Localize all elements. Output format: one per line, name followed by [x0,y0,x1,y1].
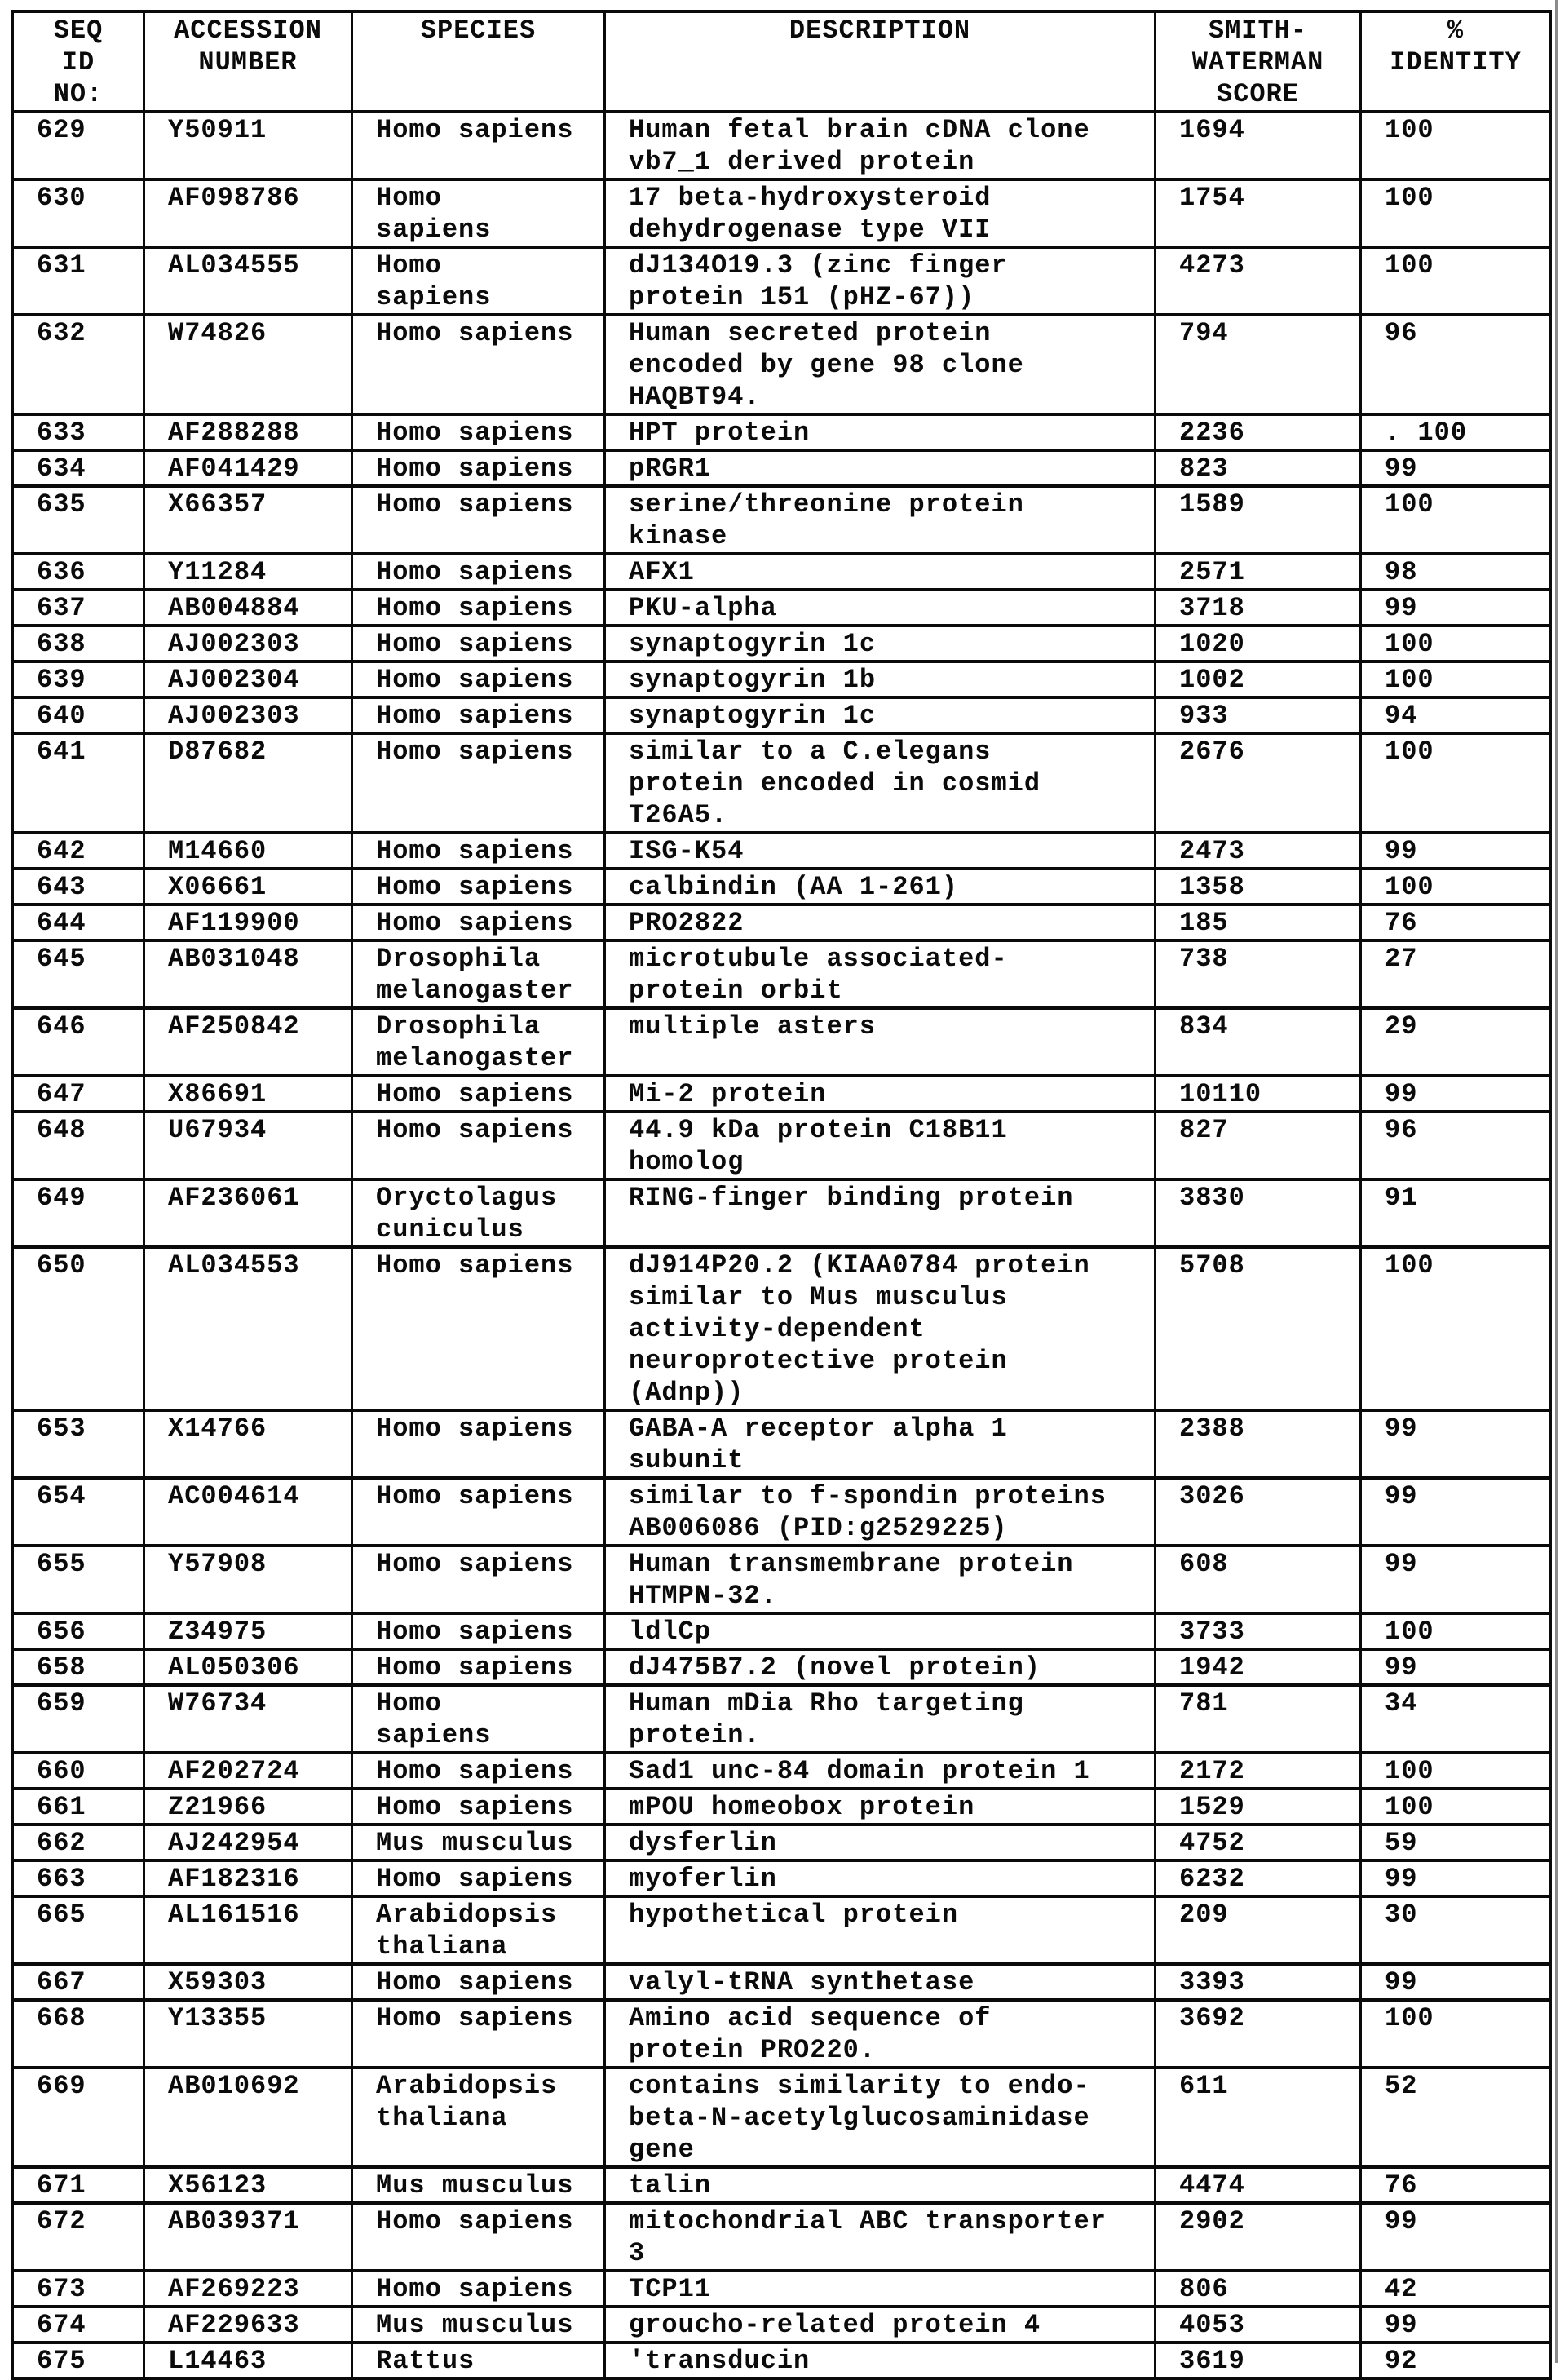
cell-smith-waterman-score: 3718 [1156,590,1361,626]
cell-smith-waterman-score: 834 [1156,1008,1361,1076]
cell-seq-id-no: 668 [13,2000,144,2068]
table-row [13,869,1551,905]
table-row [13,1613,1551,1649]
cell-description: ldlCp [605,1613,1156,1649]
cell-description: Human mDia Rho targeting protein. [605,1685,1156,1753]
cell-description: mitochondrial ABC transporter 3 [605,2203,1156,2271]
cell-smith-waterman-score: 5708 [1156,1247,1361,1410]
cell-seq-id-no: 632 [13,315,144,414]
cell-description: 44.9 kDa protein C18B11 homolog [605,1112,1156,1179]
cell-accession-number: Y13355 [144,2000,352,2068]
cell-description: Sad1 unc-84 domain protein 1 [605,1753,1156,1789]
cell-accession-number: AC004614 [144,1478,352,1546]
cell-smith-waterman-score: 4273 [1156,247,1361,315]
cell-smith-waterman-score: 3692 [1156,2000,1361,2068]
cell-accession-number: AB039371 [144,2203,352,2271]
cell-species: Homo sapiens [352,1789,605,1825]
cell-description: dysferlin [605,1825,1156,1860]
cell-percent-identity: 99 [1361,833,1551,869]
scanned-document-page [11,10,1549,2380]
table-row [13,2271,1551,2307]
cell-accession-number: AB004884 [144,590,352,626]
cell-accession-number: AB031048 [144,940,352,1008]
cell-species: Homo sapiens [352,1685,605,1753]
cell-smith-waterman-score: 209 [1156,1896,1361,1964]
cell-description: PRO2822 [605,905,1156,940]
cell-percent-identity: 100 [1361,486,1551,554]
cell-species: Homo sapiens [352,179,605,247]
table-row [13,112,1551,179]
cell-accession-number: AF288288 [144,414,352,450]
cell-description: GABA-A receptor alpha 1 subunit [605,1410,1156,1478]
cell-seq-id-no: 635 [13,486,144,554]
cell-percent-identity: 100 [1361,733,1551,833]
cell-species: Mus musculus [352,1825,605,1860]
cell-description: Human transmembrane protein HTMPN-32. [605,1546,1156,1613]
cell-species: Homo sapiens [352,1649,605,1685]
cell-seq-id-no: 658 [13,1649,144,1685]
cell-species: Rattus [352,2342,605,2378]
cell-description: TCP11 [605,2271,1156,2307]
cell-species: Drosophila melanogaster [352,940,605,1008]
cell-species: Homo sapiens [352,1410,605,1478]
cell-description: dJ475B7.2 (novel protein) [605,1649,1156,1685]
cell-species: Drosophila melanogaster [352,1008,605,1076]
cell-accession-number: W74826 [144,315,352,414]
cell-species: Homo sapiens [352,1112,605,1179]
table-row [13,414,1551,450]
cell-percent-identity: 99 [1361,1546,1551,1613]
table-row [13,1964,1551,2000]
cell-seq-id-no: 640 [13,697,144,733]
cell-smith-waterman-score: 1754 [1156,179,1361,247]
cell-accession-number: M14660 [144,833,352,869]
cell-seq-id-no: 674 [13,2307,144,2342]
cell-species: Oryctolagus cuniculus [352,1179,605,1247]
cell-smith-waterman-score: 2473 [1156,833,1361,869]
cell-percent-identity: 99 [1361,2203,1551,2271]
col-header-seq-id-no: SEQ ID NO: [13,11,144,112]
cell-smith-waterman-score: 1529 [1156,1789,1361,1825]
cell-percent-identity: 100 [1361,247,1551,315]
cell-species: Homo sapiens [352,112,605,179]
table-row [13,661,1551,697]
table-body [13,112,1551,2378]
sequence-alignment-table [11,10,1552,2380]
cell-accession-number: Y11284 [144,554,352,590]
cell-accession-number: AF236061 [144,1179,352,1247]
cell-smith-waterman-score: 4474 [1156,2167,1361,2203]
table-row [13,315,1551,414]
cell-seq-id-no: 629 [13,112,144,179]
cell-smith-waterman-score: 3393 [1156,1964,1361,2000]
cell-percent-identity: 42 [1361,2271,1551,2307]
table-row [13,2000,1551,2068]
cell-species: Mus musculus [352,2307,605,2342]
cell-description: Amino acid sequence of protein PRO220. [605,2000,1156,2068]
cell-smith-waterman-score: 2236 [1156,414,1361,450]
table-row [13,450,1551,486]
cell-species: Homo sapiens [352,697,605,733]
cell-description: RING-finger binding protein [605,1179,1156,1247]
table-row [13,1753,1551,1789]
cell-smith-waterman-score: 1358 [1156,869,1361,905]
cell-species: Homo sapiens [352,450,605,486]
cell-accession-number: AJ002303 [144,626,352,661]
cell-accession-number: AF250842 [144,1008,352,1076]
cell-accession-number: AJ242954 [144,1825,352,1860]
cell-percent-identity: 100 [1361,179,1551,247]
cell-accession-number: X06661 [144,869,352,905]
table-row [13,554,1551,590]
cell-seq-id-no: 641 [13,733,144,833]
cell-seq-id-no: 659 [13,1685,144,1753]
table-row [13,1649,1551,1685]
cell-percent-identity: 99 [1361,1860,1551,1896]
cell-seq-id-no: 656 [13,1613,144,1649]
col-header-percent-identity: % IDENTITY [1361,11,1551,112]
cell-species: Homo sapiens [352,1753,605,1789]
cell-species: Homo sapiens [352,1860,605,1896]
cell-accession-number: AB010692 [144,2068,352,2167]
cell-accession-number: AF041429 [144,450,352,486]
cell-accession-number: AF119900 [144,905,352,940]
cell-description: contains similarity to endo- beta-N-acetylglucosaminidase gene [605,2068,1156,2167]
table-row [13,1008,1551,1076]
cell-description: similar to f-spondin proteins AB006086 (PID:g2529225) [605,1478,1156,1546]
cell-percent-identity: 100 [1361,626,1551,661]
cell-species: Homo sapiens [352,1478,605,1546]
table-row [13,2167,1551,2203]
cell-seq-id-no: 653 [13,1410,144,1478]
cell-smith-waterman-score: 2902 [1156,2203,1361,2271]
cell-description: calbindin (AA 1-261) [605,869,1156,905]
cell-seq-id-no: 648 [13,1112,144,1179]
cell-species: Homo sapiens [352,905,605,940]
col-header-smith-waterman-score: SMITH- WATERMAN SCORE [1156,11,1361,112]
cell-accession-number: Y50911 [144,112,352,179]
cell-percent-identity: 99 [1361,2307,1551,2342]
cell-smith-waterman-score: 611 [1156,2068,1361,2167]
cell-species: Homo sapiens [352,486,605,554]
cell-smith-waterman-score: 2571 [1156,554,1361,590]
cell-seq-id-no: 663 [13,1860,144,1896]
cell-percent-identity: 52 [1361,2068,1551,2167]
cell-seq-id-no: 634 [13,450,144,486]
cell-description: talin [605,2167,1156,2203]
page-edge-scan-artifact [1555,0,1558,2363]
cell-smith-waterman-score: 3026 [1156,1478,1361,1546]
cell-description: 'transducin [605,2342,1156,2378]
cell-accession-number: AF182316 [144,1860,352,1896]
cell-smith-waterman-score: 1002 [1156,661,1361,697]
table-row [13,1076,1551,1112]
cell-percent-identity: 76 [1361,2167,1551,2203]
cell-accession-number: AL034555 [144,247,352,315]
table-row [13,2307,1551,2342]
cell-percent-identity: 27 [1361,940,1551,1008]
cell-description: hypothetical protein [605,1896,1156,1964]
cell-description: ISG-K54 [605,833,1156,869]
cell-description: Mi-2 protein [605,1076,1156,1112]
col-header-accession-number: ACCESSION NUMBER [144,11,352,112]
cell-accession-number: AL050306 [144,1649,352,1685]
cell-seq-id-no: 669 [13,2068,144,2167]
cell-accession-number: Z34975 [144,1613,352,1649]
cell-smith-waterman-score: 827 [1156,1112,1361,1179]
cell-smith-waterman-score: 2172 [1156,1753,1361,1789]
cell-smith-waterman-score: 823 [1156,450,1361,486]
cell-species: Homo sapiens [352,2271,605,2307]
cell-smith-waterman-score: 1942 [1156,1649,1361,1685]
table-header [13,11,1551,112]
cell-percent-identity: 99 [1361,1478,1551,1546]
cell-seq-id-no: 642 [13,833,144,869]
cell-percent-identity: 76 [1361,905,1551,940]
table-row [13,626,1551,661]
table-row [13,1247,1551,1410]
cell-description: synaptogyrin 1c [605,697,1156,733]
cell-seq-id-no: 671 [13,2167,144,2203]
cell-accession-number: AF229633 [144,2307,352,2342]
cell-species: Homo sapiens [352,626,605,661]
cell-smith-waterman-score: 608 [1156,1546,1361,1613]
cell-seq-id-no: 655 [13,1546,144,1613]
cell-species: Homo sapiens [352,590,605,626]
cell-accession-number: AJ002303 [144,697,352,733]
cell-accession-number: X14766 [144,1410,352,1478]
cell-percent-identity: 99 [1361,1076,1551,1112]
table-row [13,2342,1551,2378]
table-row [13,697,1551,733]
cell-description: HPT protein [605,414,1156,450]
header-row [13,11,1551,112]
cell-percent-identity: 29 [1361,1008,1551,1076]
cell-smith-waterman-score: 2388 [1156,1410,1361,1478]
cell-species: Homo sapiens [352,247,605,315]
cell-species: Homo sapiens [352,1613,605,1649]
cell-percent-identity: 100 [1361,1613,1551,1649]
table-row [13,1825,1551,1860]
cell-percent-identity: 99 [1361,1410,1551,1478]
cell-species: Homo sapiens [352,315,605,414]
cell-percent-identity: 59 [1361,1825,1551,1860]
cell-description: Human secreted protein encoded by gene 98 clone HAQBT94. [605,315,1156,414]
cell-percent-identity: 100 [1361,1753,1551,1789]
cell-percent-identity: 99 [1361,1649,1551,1685]
cell-seq-id-no: 650 [13,1247,144,1410]
cell-seq-id-no: 661 [13,1789,144,1825]
table-row [13,940,1551,1008]
cell-seq-id-no: 647 [13,1076,144,1112]
cell-percent-identity: 96 [1361,315,1551,414]
cell-description: Human fetal brain cDNA clone vb7_1 derived protein [605,112,1156,179]
table-row [13,1546,1551,1613]
cell-percent-identity: 99 [1361,1964,1551,2000]
table-row [13,1860,1551,1896]
table-row [13,833,1551,869]
cell-accession-number: AL161516 [144,1896,352,1964]
cell-smith-waterman-score: 4053 [1156,2307,1361,2342]
cell-percent-identity: 94 [1361,697,1551,733]
cell-description: microtubule associated- protein orbit [605,940,1156,1008]
cell-seq-id-no: 665 [13,1896,144,1964]
cell-smith-waterman-score: 806 [1156,2271,1361,2307]
cell-accession-number: AJ002304 [144,661,352,697]
col-header-description: DESCRIPTION [605,11,1156,112]
cell-seq-id-no: 636 [13,554,144,590]
cell-seq-id-no: 649 [13,1179,144,1247]
cell-smith-waterman-score: 10110 [1156,1076,1361,1112]
cell-seq-id-no: 639 [13,661,144,697]
cell-seq-id-no: 631 [13,247,144,315]
cell-species: Homo sapiens [352,2000,605,2068]
cell-description: dJ914P20.2 (KIAA0784 protein similar to Mus musculus activity-dependent neuroprotective protein (Adnp)) [605,1247,1156,1410]
cell-species: Homo sapiens [352,869,605,905]
cell-smith-waterman-score: 3830 [1156,1179,1361,1247]
cell-smith-waterman-score: 738 [1156,940,1361,1008]
cell-seq-id-no: 638 [13,626,144,661]
cell-species: Homo sapiens [352,661,605,697]
cell-percent-identity: 100 [1361,2000,1551,2068]
cell-species: Homo sapiens [352,1964,605,2000]
cell-accession-number: Y57908 [144,1546,352,1613]
cell-seq-id-no: 645 [13,940,144,1008]
cell-smith-waterman-score: 794 [1156,315,1361,414]
cell-percent-identity: 34 [1361,1685,1551,1753]
cell-seq-id-no: 662 [13,1825,144,1860]
cell-description: serine/threonine protein kinase [605,486,1156,554]
cell-seq-id-no: 643 [13,869,144,905]
cell-smith-waterman-score: 1694 [1156,112,1361,179]
cell-seq-id-no: 637 [13,590,144,626]
cell-seq-id-no: 673 [13,2271,144,2307]
cell-accession-number: AF269223 [144,2271,352,2307]
table-row [13,1789,1551,1825]
cell-smith-waterman-score: 1589 [1156,486,1361,554]
cell-percent-identity: 100 [1361,112,1551,179]
table-row [13,905,1551,940]
cell-description: groucho-related protein 4 [605,2307,1156,2342]
cell-description: valyl-tRNA synthetase [605,1964,1156,2000]
cell-accession-number: W76734 [144,1685,352,1753]
table-row [13,2068,1551,2167]
cell-smith-waterman-score: 933 [1156,697,1361,733]
table-row [13,2203,1551,2271]
cell-accession-number: L14463 [144,2342,352,2378]
cell-smith-waterman-score: 1020 [1156,626,1361,661]
table-row [13,1112,1551,1179]
cell-accession-number: Z21966 [144,1789,352,1825]
cell-accession-number: D87682 [144,733,352,833]
cell-seq-id-no: 654 [13,1478,144,1546]
cell-percent-identity: 98 [1361,554,1551,590]
cell-accession-number: AF202724 [144,1753,352,1789]
cell-description: multiple asters [605,1008,1156,1076]
cell-percent-identity: 96 [1361,1112,1551,1179]
cell-seq-id-no: 675 [13,2342,144,2378]
cell-seq-id-no: 630 [13,179,144,247]
table-row [13,179,1551,247]
cell-species: Homo sapiens [352,554,605,590]
table-row [13,1685,1551,1753]
cell-description: pRGR1 [605,450,1156,486]
cell-percent-identity: 91 [1361,1179,1551,1247]
cell-description: AFX1 [605,554,1156,590]
cell-species: Homo sapiens [352,1247,605,1410]
cell-description: 17 beta-hydroxysteroid dehydrogenase type VII [605,179,1156,247]
cell-description: synaptogyrin 1c [605,626,1156,661]
cell-percent-identity: . 100 [1361,414,1551,450]
cell-seq-id-no: 644 [13,905,144,940]
table-row [13,733,1551,833]
cell-accession-number: X59303 [144,1964,352,2000]
cell-description: synaptogyrin 1b [605,661,1156,697]
cell-smith-waterman-score: 185 [1156,905,1361,940]
table-row [13,1478,1551,1546]
cell-description: mPOU homeobox protein [605,1789,1156,1825]
cell-seq-id-no: 672 [13,2203,144,2271]
cell-species: Homo sapiens [352,2203,605,2271]
cell-accession-number: X56123 [144,2167,352,2203]
cell-description: PKU-alpha [605,590,1156,626]
cell-percent-identity: 100 [1361,661,1551,697]
cell-description: similar to a C.elegans protein encoded in cosmid T26A5. [605,733,1156,833]
cell-species: Arabidopsis thaliana [352,1896,605,1964]
cell-species: Mus musculus [352,2167,605,2203]
cell-smith-waterman-score: 4752 [1156,1825,1361,1860]
table-row [13,590,1551,626]
cell-accession-number: U67934 [144,1112,352,1179]
cell-seq-id-no: 646 [13,1008,144,1076]
cell-species: Homo sapiens [352,733,605,833]
cell-smith-waterman-score: 3733 [1156,1613,1361,1649]
cell-percent-identity: 100 [1361,869,1551,905]
table-row [13,486,1551,554]
table-row [13,1896,1551,1964]
cell-seq-id-no: 667 [13,1964,144,2000]
cell-percent-identity: 30 [1361,1896,1551,1964]
cell-smith-waterman-score: 3619 [1156,2342,1361,2378]
cell-species: Homo sapiens [352,414,605,450]
cell-smith-waterman-score: 2676 [1156,733,1361,833]
table-row [13,1179,1551,1247]
cell-seq-id-no: 660 [13,1753,144,1789]
cell-percent-identity: 100 [1361,1247,1551,1410]
cell-accession-number: AF098786 [144,179,352,247]
cell-accession-number: X66357 [144,486,352,554]
cell-species: Homo sapiens [352,1076,605,1112]
table-row [13,1410,1551,1478]
cell-seq-id-no: 633 [13,414,144,450]
cell-accession-number: AL034553 [144,1247,352,1410]
cell-species: Homo sapiens [352,1546,605,1613]
cell-percent-identity: 99 [1361,450,1551,486]
cell-percent-identity: 99 [1361,590,1551,626]
table-row [13,247,1551,315]
cell-description: dJ134O19.3 (zinc finger protein 151 (pHZ-67)) [605,247,1156,315]
cell-smith-waterman-score: 6232 [1156,1860,1361,1896]
cell-species: Homo sapiens [352,833,605,869]
cell-species: Arabidopsis thaliana [352,2068,605,2167]
cell-accession-number: X86691 [144,1076,352,1112]
cell-percent-identity: 92 [1361,2342,1551,2378]
cell-description: myoferlin [605,1860,1156,1896]
cell-smith-waterman-score: 781 [1156,1685,1361,1753]
col-header-species: SPECIES [352,11,605,112]
cell-percent-identity: 100 [1361,1789,1551,1825]
